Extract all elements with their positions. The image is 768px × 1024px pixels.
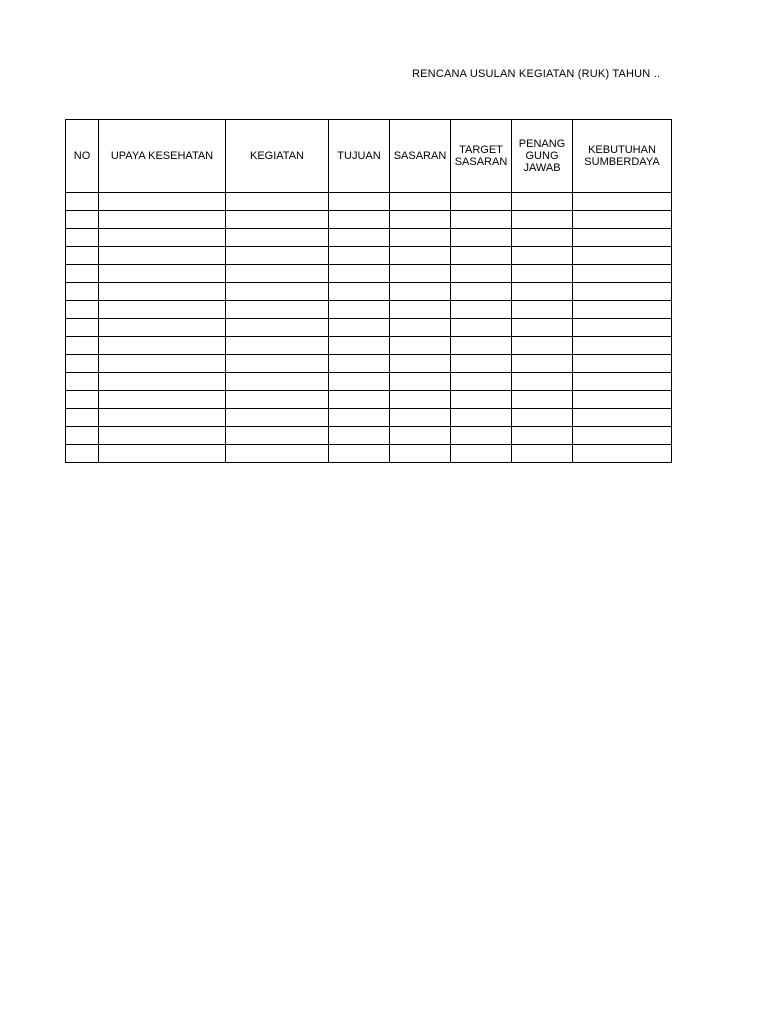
table-cell: [99, 193, 226, 211]
table-cell: [99, 391, 226, 409]
table-cell: [99, 301, 226, 319]
column-header-penanggung-jawab: [512, 120, 573, 193]
table-cell: [390, 445, 451, 463]
table-cell: [226, 337, 329, 355]
table-cell: [329, 319, 390, 337]
table-cell: [99, 409, 226, 427]
table-cell: [451, 319, 512, 337]
table-row: [66, 355, 672, 373]
table-cell: [99, 319, 226, 337]
table-cell: [512, 301, 573, 319]
table-row: [66, 211, 672, 229]
table-cell: [512, 193, 573, 211]
table-cell: [99, 373, 226, 391]
column-header-upaya-kesehatan: [99, 120, 226, 193]
table-cell: [226, 283, 329, 301]
table-cell: [99, 445, 226, 463]
column-header-label: TARGET SASARAN: [454, 144, 508, 168]
table-cell: [329, 265, 390, 283]
table-cell: [512, 211, 573, 229]
table-cell: [451, 373, 512, 391]
table-cell: [390, 283, 451, 301]
table-cell: [226, 265, 329, 283]
table-cell: [226, 319, 329, 337]
column-header-label: KEGIATAN: [250, 150, 304, 162]
table-cell: [512, 355, 573, 373]
table-cell: [390, 391, 451, 409]
table-row: [66, 301, 672, 319]
table-cell: [226, 373, 329, 391]
table-cell: [329, 409, 390, 427]
table-cell: [573, 283, 672, 301]
table-cell: [329, 445, 390, 463]
table-cell: [451, 355, 512, 373]
table-cell: [451, 283, 512, 301]
table-cell: [329, 427, 390, 445]
column-header-label: TUJUAN: [337, 150, 381, 162]
table-cell: [329, 373, 390, 391]
table-cell: [329, 247, 390, 265]
table-cell: [573, 193, 672, 211]
table-cell: [226, 301, 329, 319]
table-cell: [66, 229, 99, 247]
table-cell: [66, 445, 99, 463]
table-cell: [99, 247, 226, 265]
table-cell: [512, 229, 573, 247]
table-cell: [329, 283, 390, 301]
column-header-label: NO: [73, 150, 91, 162]
table-cell: [390, 193, 451, 211]
table-cell: [512, 373, 573, 391]
table-cell: [390, 229, 451, 247]
table-row: [66, 391, 672, 409]
table-cell: [451, 337, 512, 355]
table-cell: [329, 211, 390, 229]
table-cell: [226, 247, 329, 265]
column-header-tujuan: [329, 120, 390, 193]
table-cell: [512, 247, 573, 265]
column-header-no: [66, 120, 99, 193]
column-header-label: UPAYA KESEHATAN: [110, 150, 214, 162]
table-row: [66, 229, 672, 247]
table-cell: [573, 409, 672, 427]
table-cell: [451, 193, 512, 211]
table-cell: [390, 355, 451, 373]
table-cell: [66, 319, 99, 337]
table-cell: [573, 427, 672, 445]
document-title: RENCANA USULAN KEGIATAN (RUK) TAHUN ..: [412, 68, 661, 80]
table-cell: [512, 409, 573, 427]
table-cell: [390, 427, 451, 445]
table-cell: [573, 319, 672, 337]
table-cell: [573, 211, 672, 229]
table-row: [66, 337, 672, 355]
table-cell: [451, 229, 512, 247]
table-cell: [99, 355, 226, 373]
table-cell: [512, 265, 573, 283]
table-cell: [390, 211, 451, 229]
table-cell: [512, 427, 573, 445]
table-cell: [226, 355, 329, 373]
table-cell: [573, 229, 672, 247]
column-header-label: PENANG GUNG JAWAB: [518, 138, 566, 174]
column-header-kegiatan: [226, 120, 329, 193]
table-cell: [99, 229, 226, 247]
table-cell: [226, 409, 329, 427]
table-cell: [573, 247, 672, 265]
table-cell: [573, 445, 672, 463]
table-cell: [573, 265, 672, 283]
table-cell: [451, 247, 512, 265]
table-cell: [329, 391, 390, 409]
table-cell: [512, 337, 573, 355]
table-body: [66, 193, 672, 463]
table-row: [66, 247, 672, 265]
table-cell: [66, 355, 99, 373]
table-cell: [573, 355, 672, 373]
table-row: [66, 409, 672, 427]
table-cell: [451, 409, 512, 427]
column-header-kebutuhan-sumberdaya: [573, 120, 672, 193]
table-cell: [329, 193, 390, 211]
table-cell: [226, 229, 329, 247]
table-cell: [573, 391, 672, 409]
table-cell: [390, 301, 451, 319]
table-cell: [512, 445, 573, 463]
table-cell: [66, 409, 99, 427]
column-header-sasaran: [390, 120, 451, 193]
table-cell: [451, 427, 512, 445]
table-cell: [66, 337, 99, 355]
table-cell: [66, 301, 99, 319]
table-cell: [66, 265, 99, 283]
table-cell: [99, 427, 226, 445]
table-cell: [573, 337, 672, 355]
table-cell: [390, 373, 451, 391]
table-cell: [66, 247, 99, 265]
ruk-table: [65, 119, 672, 463]
table-row: [66, 445, 672, 463]
table-cell: [66, 283, 99, 301]
table-cell: [226, 211, 329, 229]
table-cell: [390, 409, 451, 427]
table-cell: [226, 427, 329, 445]
table-cell: [390, 319, 451, 337]
table-cell: [451, 265, 512, 283]
table-cell: [99, 337, 226, 355]
table-cell: [329, 337, 390, 355]
table-cell: [573, 301, 672, 319]
table-row: [66, 283, 672, 301]
table-row: [66, 265, 672, 283]
table-cell: [66, 211, 99, 229]
table-cell: [512, 391, 573, 409]
table-cell: [573, 373, 672, 391]
table-cell: [512, 319, 573, 337]
table-row: [66, 427, 672, 445]
column-header-label: KEBUTUHAN SUMBERDAYA: [584, 144, 660, 168]
column-header-target-sasaran: [451, 120, 512, 193]
table-cell: [390, 337, 451, 355]
table-cell: [451, 391, 512, 409]
table-cell: [226, 445, 329, 463]
table-cell: [66, 391, 99, 409]
table-row: [66, 373, 672, 391]
table-cell: [99, 265, 226, 283]
table-cell: [451, 301, 512, 319]
table-cell: [66, 427, 99, 445]
table-cell: [99, 283, 226, 301]
table-cell: [226, 193, 329, 211]
table-cell: [329, 355, 390, 373]
table-row: [66, 319, 672, 337]
table-cell: [451, 211, 512, 229]
table-cell: [390, 265, 451, 283]
table-header-row: [66, 120, 672, 193]
table-cell: [451, 445, 512, 463]
column-header-label: SASARAN: [393, 150, 447, 162]
table-cell: [99, 211, 226, 229]
table-cell: [329, 229, 390, 247]
table-cell: [512, 283, 573, 301]
table-cell: [390, 247, 451, 265]
table-row: [66, 193, 672, 211]
table-cell: [329, 301, 390, 319]
table-cell: [66, 373, 99, 391]
table-cell: [66, 193, 99, 211]
table-cell: [226, 391, 329, 409]
